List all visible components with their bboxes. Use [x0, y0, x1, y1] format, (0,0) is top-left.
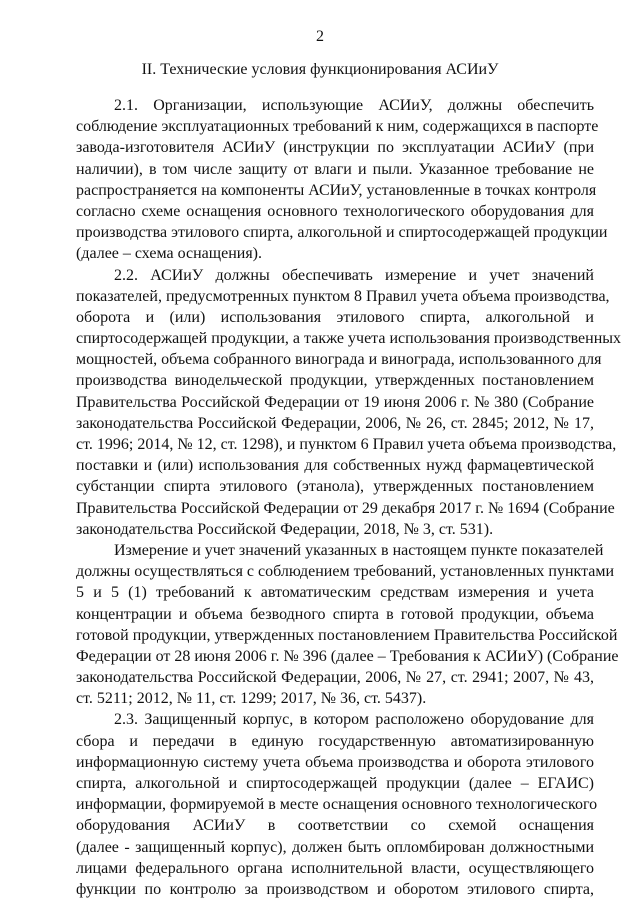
text-line: 5 и 5 (1) требований к автоматическим средствам измерения и учета: [76, 584, 594, 602]
paragraph-2-2: [76, 265, 622, 540]
page-number: 2: [316, 28, 324, 45]
text-line: 2.1. Организации, использующие АСИиУ, должны обеспечить: [114, 97, 594, 114]
text-line: наличии), в том числе защиту от влаги и пыли. Указанное требование не: [76, 160, 594, 178]
text-line: спирта, алкогольной и спиртосодержащей продукции (далее – ЕГАИС): [76, 775, 594, 792]
text-line: должны осуществляться с соблюдением требований, установленных пунктами: [76, 563, 615, 581]
text-line: субстанции спирта этилового (этанола), утвержденных постановлением: [76, 478, 594, 496]
text-line: оборота и (или) использования этилового спирта, алкогольной и: [76, 308, 594, 326]
text-line: законодательства Российской Федерации, 2006, № 27, ст. 2941; 2007, № 43,: [76, 669, 594, 687]
text-line: ст. 5211; 2012, № 11, ст. 1299; 2017, № 36, ст. 5437).: [76, 690, 427, 708]
body-text: [76, 95, 622, 900]
text-line: спиртосодержащей продукции, а также учета использования производственных: [76, 330, 622, 348]
text-line: законодательства Российской Федерации, 2018, № 3, ст. 531).: [76, 520, 494, 538]
text-line: производства этилового спирта, алкогольной и спиртосодержащей продукции: [76, 224, 608, 242]
text-line: мощностей, объема собранного винограда и винограда, использованного для: [76, 351, 602, 369]
text-line: Правительства Российской Федерации от 29 декабря 2017 г. № 1694 (Собрание: [76, 499, 615, 517]
text-line: оборудования АСИиУ в соответствии со схемой оснащения: [76, 817, 594, 835]
text-line: концентрации и объема безводного спирта в готовой продукции, объема: [76, 605, 594, 623]
section-title: II. Технические условия функционирования АСИиУ: [141, 61, 499, 78]
text-line: завода-изготовителя АСИиУ (инструкции по эксплуатации АСИиУ (при: [76, 139, 594, 157]
paragraph-2-1: [76, 95, 608, 265]
text-line: функции по контролю за производством и оборотом этилового спирта,: [76, 880, 594, 898]
text-line: готовой продукции, утвержденных постановлением Правительства Российской: [76, 626, 618, 644]
text-line: 2.2. АСИиУ должны обеспечивать измерение и учет значений: [114, 266, 594, 284]
paragraph-2-3: [76, 709, 598, 900]
text-line: согласно схеме оснащения основного технологического оборудования для: [76, 202, 594, 220]
text-line: Измерение и учет значений указанных в настоящем пункте показателей: [114, 541, 604, 559]
text-line: информационную систему учета объема производства и оборота этилового: [76, 753, 594, 771]
text-line: производства винодельческой продукции, утвержденных постановлением: [76, 372, 594, 390]
text-line: поставки и (или) использования для собственных нужд фармацевтической: [76, 457, 594, 475]
text-line: соблюдение эксплуатационных требований к ним, содержащихся в паспорте: [76, 118, 599, 136]
text-line: показателей, предусмотренных пунктом 8 Правил учета объема производства,: [76, 287, 610, 305]
text-line: информации, формируемой в месте оснащения основного технологического: [76, 796, 598, 814]
text-line: сбора и передачи в единую государственную автоматизированную: [76, 732, 594, 750]
text-line: законодательства Российской Федерации, 2006, № 26, ст. 2845; 2012, № 17,: [76, 414, 594, 432]
text-line: ст. 1996; 2014, № 12, ст. 1298), и пунктом 6 Правил учета объема производства,: [76, 436, 617, 453]
text-line: Правительства Российской Федерации от 19 июня 2006 г. № 380 (Собрание: [76, 393, 594, 411]
paragraph-measurement: [76, 540, 619, 710]
text-line: 2.3. Защищенный корпус, в котором расположено оборудование для: [114, 711, 594, 729]
text-line: лицами федерального органа исполнительной власти, осуществляющего: [76, 859, 594, 877]
text-line: (далее - защищенный корпус), должен быть опломбирован должностными: [76, 838, 594, 856]
text-line: Федерации от 28 июня 2006 г. № 396 (далее – Требования к АСИиУ) (Собрание: [76, 647, 619, 665]
text-line: (далее – схема оснащения).: [76, 245, 263, 263]
text-line: распространяется на компоненты АСИиУ, установленные в точках контроля: [76, 181, 597, 199]
